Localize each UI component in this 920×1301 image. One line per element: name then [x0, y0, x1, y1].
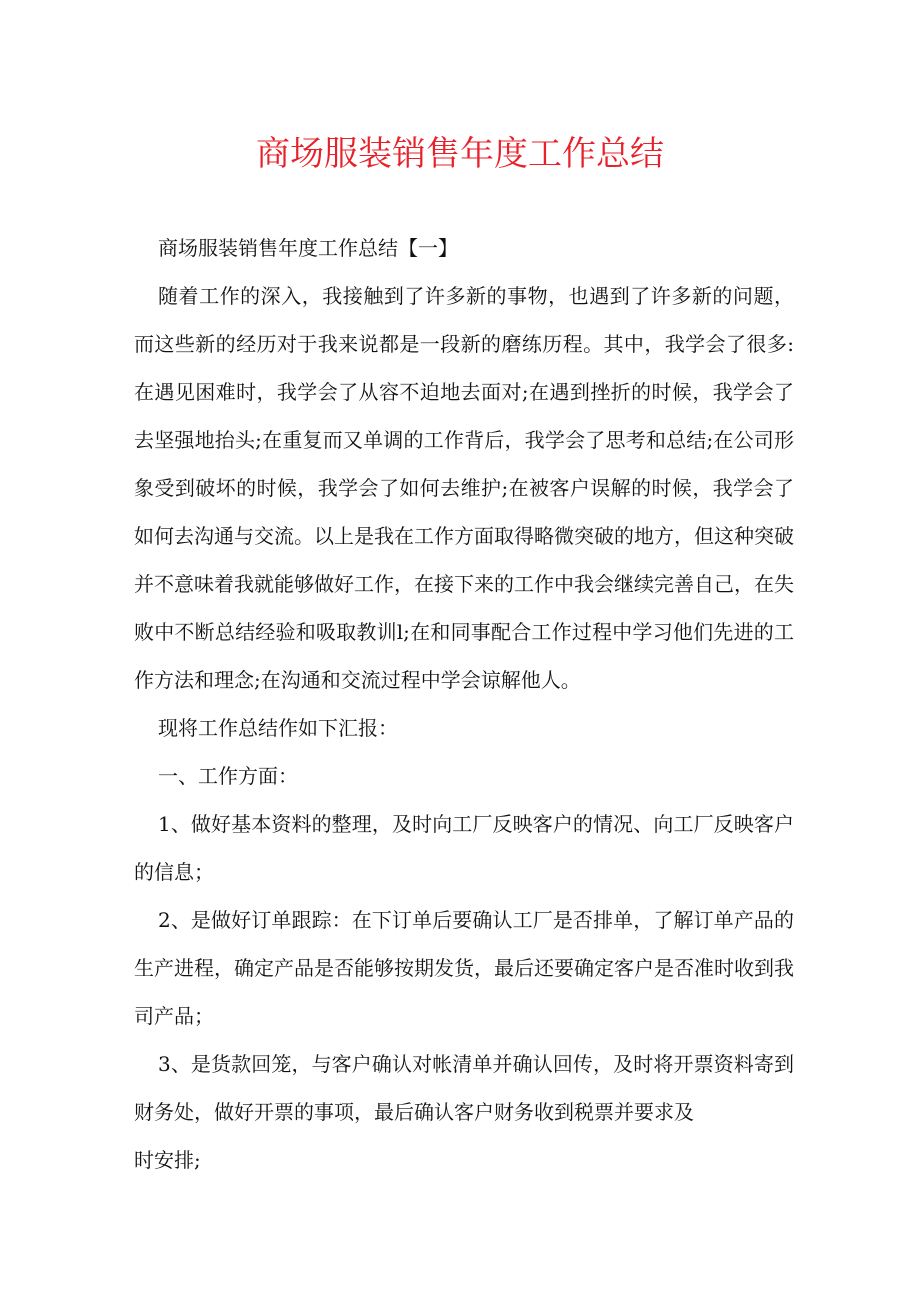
list-item-3: 3、是货款回笼，与客户确认对帐清单并确认回传，及时将开票资料寄到财务处，做好开票的事项，最后确认客户财务收到税票并要求及 — [134, 1052, 794, 1124]
section-heading: 商场服装销售年度工作总结【一】 — [158, 236, 458, 260]
paragraph-report-lead: 现将工作总结作如下汇报： — [158, 716, 398, 740]
document-title: 商场服装销售年度工作总结 — [256, 134, 664, 174]
list-item-3-continuation: 时安排; — [134, 1148, 201, 1172]
paragraph-work-aspect: 一、工作方面： — [158, 764, 298, 788]
document-body — [134, 224, 794, 1184]
paragraph-intro: 随着工作的深入，我接触到了许多新的事物，也遇到了许多新的问题，而这些新的经历对于我来说都是一段新的磨练历程。其中，我学会了很多:在遇见困难时，我学会了从容不迫地去面对;在遇到挫折的时候，我学会了去坚强地抬头;在重复而又单调的工作背后，我学会了思考和总结;在公司形象受到破坏的时候，我学会了如何去维护;在被客户误解的时候，我学会了如何去沟通与交流。以上是我在工作方面取得略微突破的地方，但这种突破并不意味着我就能够做好工作，在接下来的工作中我会继续完善自己，在失败中不断总结经验和吸取教训l;在和同事配合工作过程中学习他们先进的工作方法和理念;在沟通和交流过程中学会谅解他人。 — [134, 284, 794, 692]
list-item-1: 1、做好基本资料的整理，及时向工厂反映客户的情况、向工厂反映客户的信息； — [134, 812, 794, 884]
list-item-2: 2、是做好订单跟踪：在下订单后要确认工厂是否排单，了解订单产品的生产进程，确定产品是否能够按期发货，最后还要确定客户是否准时收到我司产品； — [134, 908, 794, 1028]
